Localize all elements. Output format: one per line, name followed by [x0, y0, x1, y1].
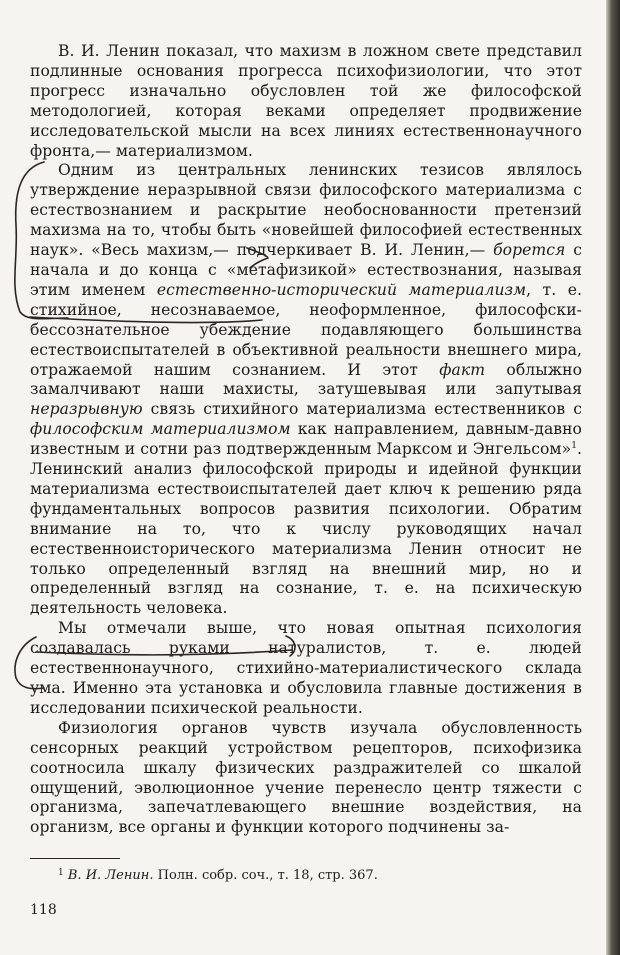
emphasis-text: неразрывную: [30, 400, 143, 419]
paragraph: [30, 719, 582, 838]
text-run: Одним из центральных ленинских тезисов являлось утверждение неразрывной связи философского материализма с естествознанием и раскрытие необоснованности претензий махизма на то, чтобы быть «новейшей философией естественных наук». «Весь махизм,— подчеркивает В. И. Ленин,—: [30, 161, 582, 260]
body-text: [30, 42, 582, 838]
text-run: , т. е. стихийное, несознаваемое, неоформленное, философски-бессознательное убеждение подавляющего большинства естествоиспытателей в объективной реальности внешнего мира, отражаемой нашим сознанием. И этот: [30, 280, 582, 379]
footnote-rule: [30, 858, 120, 859]
text-run: . Ленинский анализ философской природы и идейной функции материализма естествоиспытателей дает ключ к решению ряда фундаментальных вопросов развития психологии. Обратим внимание на то, что к числу руководящих начал естественноисторического материализма Ленин относит не только определенный взгляд на внешний мир, но и определенный взгляд на сознание, т. е. на психическую деятельность человека.: [30, 440, 582, 618]
text-run: связь стихийного материализма естественников с: [142, 400, 582, 419]
paragraph: [30, 42, 582, 161]
emphasis-text: факт: [439, 360, 486, 379]
footnote-marker: 1: [58, 868, 64, 878]
footnote-reference: 1: [571, 441, 577, 452]
text-run: с начала и до конца с «метафизикой» естествознания, называя этим именем: [30, 241, 582, 299]
page-number: 118: [30, 902, 57, 918]
footnote-author: В. И. Ленин.: [67, 868, 154, 883]
text-run: Физиология органов чувств изучала обусловленность сенсорных реакций устройством рецепторов, психофизика соотносила шкалу физических раздражителей со шкалой ощущений, эволюционное учение перенесло центр тяжести с организма, запечатлевающего внешние воздействия, на организм, все органы и функции которого подчинены за-: [30, 718, 582, 837]
emphasis-text: философским материализмом: [30, 420, 291, 439]
book-spine-shadow: [606, 0, 620, 955]
text-run: как направлением, давным-давно известным и сотни раз подтвержденным Марксом и Энгельсом»: [30, 420, 582, 459]
paragraph: [30, 161, 582, 619]
emphasis-text: естественно-исторический материализм: [156, 280, 527, 299]
paragraph: [30, 619, 582, 719]
footnote: [58, 868, 378, 884]
text-run: облыжно замалчивают наши махисты, затушевывая или запутывая: [30, 360, 583, 399]
text-run: В. И. Ленин показал, что махизм в ложном свете представил подлинные основания прогресса психофизиологии, что этот прогресс изначально обусловлен той же философской методологией, которая веками определяет продвижение исследовательской мысли на всех линиях естественнонаучного фронта,— материализмом.: [30, 42, 582, 160]
footnote-source: Полн. собр. соч., т. 18, стр. 367.: [153, 868, 378, 883]
text-run: Мы отмечали выше, что новая опытная психология создавалась руками натуралистов, т. е. людей естественнонаучного, стихийно-материалистического склада ума. Именно эта установка и обусловила главные достижения в исследовании психической реальности.: [30, 619, 582, 717]
emphasis-text: борется: [493, 241, 566, 260]
